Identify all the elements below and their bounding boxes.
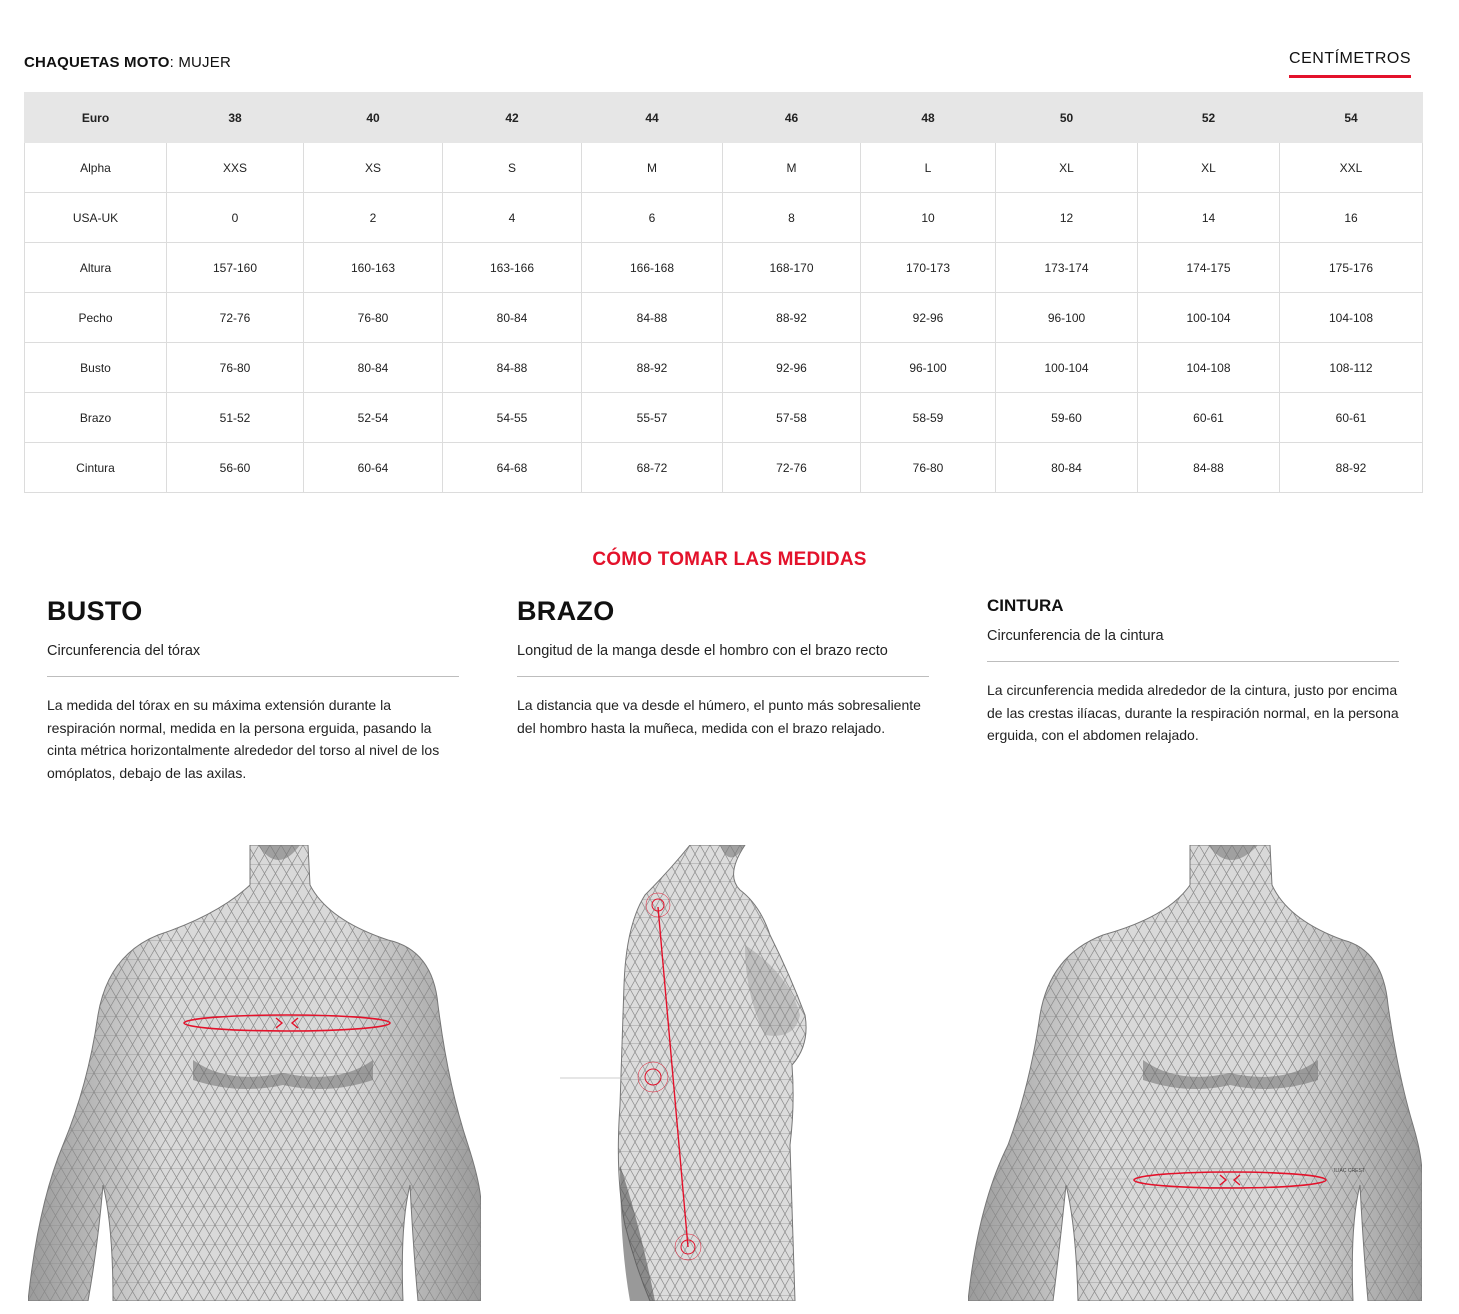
table-row [25,393,1423,443]
table-cell: 54-55 [443,393,582,443]
table-row [25,243,1423,293]
table-cell: 170-173 [861,243,996,293]
table-header-cell: 40 [304,93,443,143]
how-to-measure-heading: CÓMO TOMAR LAS MEDIDAS [592,549,867,570]
size-table [24,92,1423,493]
cintura-title: CINTURA [987,596,1064,615]
table-header-cell: 48 [861,93,996,143]
cintura-section [987,596,1399,747]
table-cell: 4 [443,193,582,243]
table-cell: 72-76 [723,443,861,493]
table-cell: 58-59 [861,393,996,443]
row-label: Altura [25,243,167,293]
table-cell: 59-60 [996,393,1138,443]
table-cell: 80-84 [304,343,443,393]
table-cell: 80-84 [443,293,582,343]
table-cell: XL [996,143,1138,193]
table-cell: 16 [1280,193,1423,243]
table-cell: 96-100 [996,293,1138,343]
brazo-mannequin-image [560,845,820,1301]
table-cell: 104-108 [1138,343,1280,393]
row-label: Cintura [25,443,167,493]
table-cell: 51-52 [167,393,304,443]
table-row [25,443,1423,493]
table-cell: 84-88 [1138,443,1280,493]
table-cell: M [723,143,861,193]
busto-subtitle: Circunferencia del tórax [47,643,459,677]
table-cell: 55-57 [582,393,723,443]
table-cell: 6 [582,193,723,243]
table-cell: 88-92 [1280,443,1423,493]
table-cell: 175-176 [1280,243,1423,293]
table-cell: 52-54 [304,393,443,443]
table-cell: 8 [723,193,861,243]
table-cell: 100-104 [996,343,1138,393]
busto-figure [28,845,481,1301]
table-cell: 100-104 [1138,293,1280,343]
table-header-cell: Euro [25,93,167,143]
row-label: Pecho [25,293,167,343]
table-cell: XL [1138,143,1280,193]
table-cell: 0 [167,193,304,243]
table-cell: XXL [1280,143,1423,193]
table-header-cell: 50 [996,93,1138,143]
table-cell: 12 [996,193,1138,243]
table-header-row [25,93,1423,143]
table-cell: 96-100 [861,343,996,393]
table-row [25,293,1423,343]
page-title [24,54,231,71]
table-cell: 72-76 [167,293,304,343]
table-cell: 76-80 [861,443,996,493]
table-cell: 56-60 [167,443,304,493]
table-cell: 76-80 [304,293,443,343]
table-cell: 163-166 [443,243,582,293]
title-category: CHAQUETAS MOTO [24,54,170,71]
table-cell: 92-96 [861,293,996,343]
table-cell: 174-175 [1138,243,1280,293]
table-cell: 84-88 [443,343,582,393]
table-cell: 168-170 [723,243,861,293]
row-label: USA-UK [25,193,167,243]
table-cell: 160-163 [304,243,443,293]
table-cell: XS [304,143,443,193]
brazo-subtitle: Longitud de la manga desde el hombro con el brazo recto [517,643,929,677]
table-cell: 166-168 [582,243,723,293]
table-cell: 104-108 [1280,293,1423,343]
table-header-cell: 52 [1138,93,1280,143]
table-header-cell: 38 [167,93,304,143]
row-label: Busto [25,343,167,393]
unit-tab-centimetros[interactable]: CENTÍMETROS [1289,50,1411,78]
table-cell: 173-174 [996,243,1138,293]
brazo-section [517,596,929,739]
title-gender: : MUJER [169,54,231,71]
busto-description: La medida del tórax en su máxima extensión durante la respiración normal, medida en la persona erguida, pasando la cinta métrica horizontalmente alrededor del torso al nivel de los omóplatos, debajo de las axilas. [47,697,440,781]
table-cell: 92-96 [723,343,861,393]
table-row [25,143,1423,193]
table-cell: 2 [304,193,443,243]
table-cell: 80-84 [996,443,1138,493]
table-cell: 76-80 [167,343,304,393]
table-cell: 88-92 [582,343,723,393]
table-row [25,343,1423,393]
table-cell: 64-68 [443,443,582,493]
table-cell: S [443,143,582,193]
table-row [25,193,1423,243]
table-cell: L [861,143,996,193]
table-cell: 10 [861,193,996,243]
table-cell: 60-64 [304,443,443,493]
table-cell: 57-58 [723,393,861,443]
table-header-cell: 54 [1280,93,1423,143]
page-header [24,50,1422,90]
table-cell: 157-160 [167,243,304,293]
table-cell: 14 [1138,193,1280,243]
row-label: Brazo [25,393,167,443]
table-cell: 60-61 [1138,393,1280,443]
table-cell: M [582,143,723,193]
table-cell: 68-72 [582,443,723,493]
cintura-description: La circunferencia medida alrededor de la cintura, justo por encima de las crestas ilíacas, durante la respiración normal, en la persona erguida, con el abdomen relajado. [987,682,1399,743]
row-label: Alpha [25,143,167,193]
table-header-cell: 44 [582,93,723,143]
iliac-crest-label: ILIAC CREST [1334,1168,1365,1174]
brazo-figure [560,845,820,1301]
busto-section [47,596,459,784]
table-header-cell: 42 [443,93,582,143]
table-cell: 60-61 [1280,393,1423,443]
cintura-figure [968,845,1422,1301]
brazo-description: La distancia que va desde el húmero, el punto más sobresaliente del hombro hasta la muñeca, medida con el brazo relajado. [517,697,921,736]
busto-title: BUSTO [47,596,143,626]
cintura-mannequin-image [968,845,1422,1301]
busto-mannequin-image [28,845,481,1301]
table-cell: 88-92 [723,293,861,343]
table-cell: XXS [167,143,304,193]
brazo-title: BRAZO [517,596,615,626]
table-cell: 108-112 [1280,343,1423,393]
cintura-subtitle: Circunferencia de la cintura [987,628,1399,662]
table-header-cell: 46 [723,93,861,143]
table-cell: 84-88 [582,293,723,343]
